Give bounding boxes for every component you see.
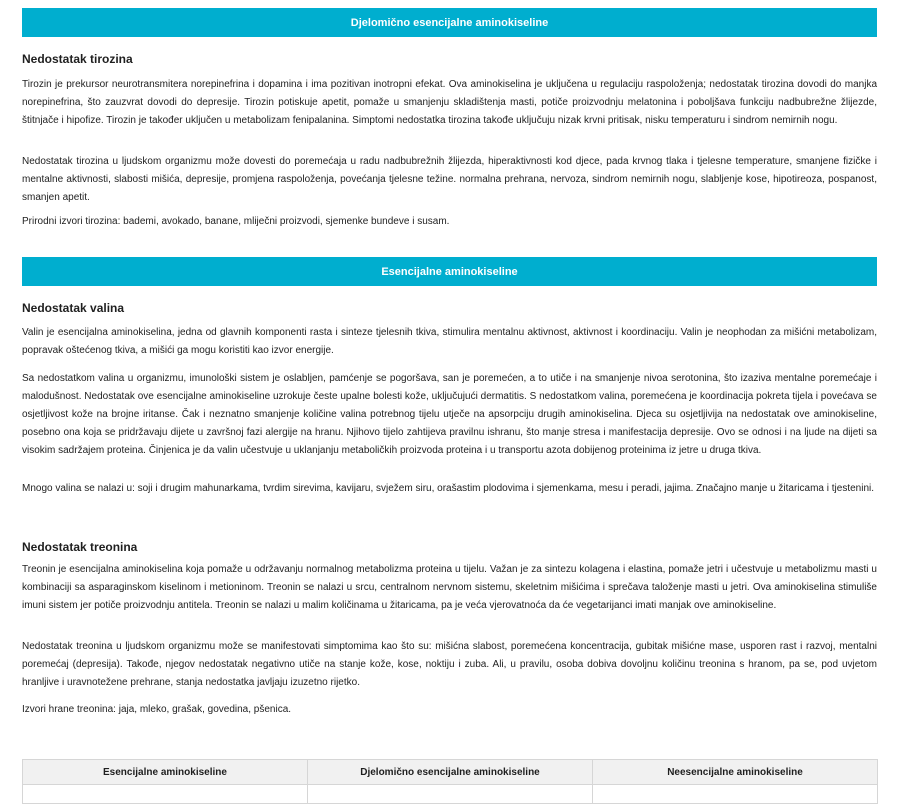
threonine-paragraph-2: Nedostatak treonina u ljudskom organizmu može se manifestovati simptomima kao što su: mišićna slabost, poremećena koncentracija, gubitak mišićne mase, usporen rast i razvoj, mentalni poremećaj (depresija). Takođe, njegov nedostatak negativno utiče na stanje kože, kose, noktiju i zuba. Ali, u pravilu, osoba dobiva dovoljnu količinu treonina s hranom, pa se, pod uvjetom hranljive i uravnotežene prehrane, stanja nedostatka javljaju izuzetno rijetko. [22, 641, 877, 688]
threonine-heading: Nedostatak treonina [22, 540, 138, 554]
table-header-partial-essential: Djelomično esencijalne aminokiseline [308, 760, 593, 785]
tyrosine-sources: Prirodni izvori tirozina: bademi, avokado, banane, mliječni proizvodi, sjemenke bundeve i susam. [22, 216, 450, 227]
section-banner-partial-essential: Djelomično esencijalne aminokiseline [22, 8, 877, 37]
threonine-sources: Izvori hrane treonina: jaja, mleko, grašak, govedina, pšenica. [22, 704, 292, 715]
table-header-row [23, 760, 878, 785]
valine-sources: Mnogo valina se nalazi u: soji i drugim mahunarkama, tvrdim sirevima, kavijaru, svježem siru, orašastim plodovima i sjemenkama, mesu i peradi, jajima. Značajno manje u žitaricama i tjestenini. [22, 483, 875, 494]
tyrosine-heading: Nedostatak tirozina [22, 52, 133, 66]
amino-acid-table [22, 759, 878, 804]
tyrosine-paragraph-2: Nedostatak tirozina u ljudskom organizmu može dovesti do poremećaja u radu nadbubrežnih žlijezda, hiperaktivnosti kod djece, pada krvnog tlaka i tjelesne temperature, smanjene fizičke i mentalne aktivnosti, slabosti mišića, depresije, promjena raspoloženja, povećanja tjelesne težine. normalna prehrana, nervoza, sindrom nemirnih nogu, slabljenje kose, hipotireoza, pospanost, smanjen apetit. [22, 156, 877, 203]
threonine-paragraph-1: Treonin je esencijalna aminokiselina koja pomaže u održavanju normalnog metabolizma proteina u tijelu. Važan je za sintezu kolagena i elastina, pomaže jetri i učestvuje u metabolizmu masti u kombinaciji sa asparaginskom kiselinom i metioninom. Treonin se nalazi u srcu, centralnom nervnom sistemu, skeletnim mišićima i sprečava taloženje masti u jetri. Ova aminokiselina stimuliše imuni sistem jer potiče proizvodnju antitela. Treonin se nalazi u malim količinama u žitaricama, pa je veća vjerovatnoća da će vegetarijanci imati manjak ove aminokiseline. [22, 564, 877, 611]
valine-heading: Nedostatak valina [22, 301, 125, 315]
table-cell [308, 785, 593, 804]
table-header-essential: Esencijalne aminokiseline [23, 760, 308, 785]
section-banner-essential: Esencijalne aminokiseline [22, 257, 877, 286]
table-header-nonessential: Neesencijalne aminokiseline [593, 760, 878, 785]
valine-paragraph-1: Valin je esencijalna aminokiselina, jedna od glavnih komponenti rasta i sinteze tjelesnih tkiva, stimulira mentalnu aktivnost, aktivnost i koordinaciju. Valin je neophodan za mišićni metabolizam, popravak oštećenog tkiva, a mišići ga mogu koristiti kao izvor energije. [22, 327, 877, 356]
tyrosine-paragraph-1: Tirozin je prekursor neurotransmitera norepinefrina i dopamina i ima pozitivan inotropni efekat. Ova aminokiselina je uključena u regulaciju raspoloženja; nedostatak tirozina dovodi do manjka norepinefrina, što zauzvrat dovodi do depresije. Tirozin potiskuje apetit, pomaže u smanjenju skladištenja masti, potiče proizvodnju melatonina i poboljšava funkciju nadbubrežne žlijezde, štitnjače i hipofize. Tirozin je također uključen u metabolizam fenipalanina. Simptomi nedostatka tirozina takođe uključuju nizak krvni pritisak, nisku temperaturu i sindrom nemirnih nogu. [22, 79, 877, 126]
valine-paragraph-2: Sa nedostatkom valina u organizmu, imunološki sistem je oslabljen, pamćenje se pogoršava, san je poremećen, a to utiče i na smanjenje nivoa serotonina, što izaziva mentalne poremećaje i malodušnost. Nedostatak ove esencijalne aminokiseline uzrokuje česte upalne bolesti kože, uključujući dermatitis. S nedostatkom valina, poremećena je koordinacija pokreta tijela i povećava se osjetljivost kože na brojne iritanse. Čak i neznatno smanjenje količine valina potrebnog tijelu utječe na apsorpciju drugih aminokiselina. Djeca su osjetljivija na nedostatak ove aminokiseline, posebno ona koja se pridržavaju dijete u završnoj fazi alergije na hranu. Njihovo tijelo zahtijeva pravilnu ishranu, što manje stresa i manifestacija depresije. Ovo se odnosi i na ljude na dijeti sa visokim sadržajem proteina. Činjenica je da valin učestvuje u uklanjanju metaboličkih proizvoda proteina i u transportu azota dobijenog proteinima iz jetre u druga tkiva. [22, 373, 877, 456]
table-cell [593, 785, 878, 804]
table-cell [23, 785, 308, 804]
table-row [23, 785, 878, 804]
